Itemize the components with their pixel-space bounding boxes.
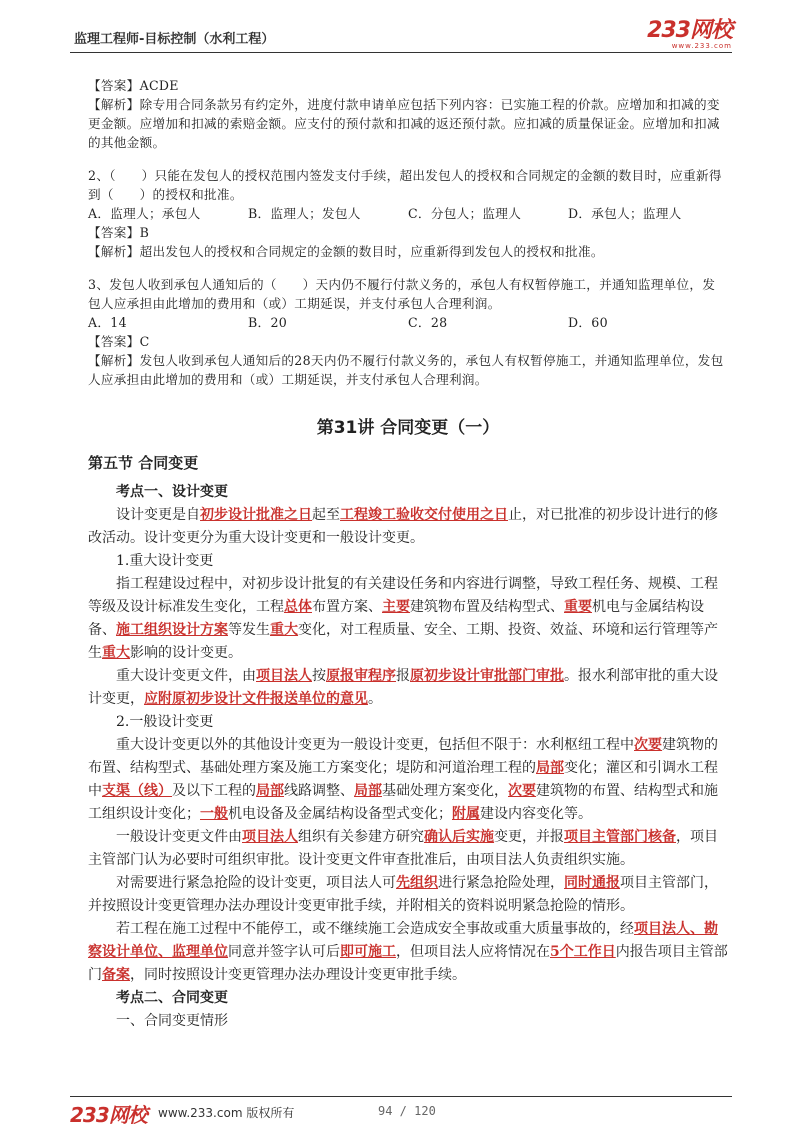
section-title: 第五节 合同变更 bbox=[88, 454, 199, 472]
highlighted-term: 局部 bbox=[354, 783, 382, 799]
logo-url: www.233.com bbox=[671, 42, 732, 50]
footer-copyright: www.233.com 版权所有 bbox=[158, 1106, 295, 1120]
paragraph-2 bbox=[88, 573, 728, 665]
text-segment: 重大设计变更文件，由 bbox=[116, 668, 256, 684]
q3-answer: 【答案】C bbox=[88, 334, 150, 349]
highlighted-term: 工程竣工验收交付使用之日 bbox=[340, 507, 508, 523]
text-segment: 及以下工程的 bbox=[172, 783, 256, 799]
paragraph-4 bbox=[88, 734, 728, 826]
paragraph-5 bbox=[88, 826, 728, 872]
highlighted-term: 先组织 bbox=[396, 875, 438, 891]
text-segment: 。报水利部审批的重大设计变更， bbox=[88, 668, 718, 707]
text-segment: ，同时按照设计变更管理办法办理设计变更审批手续。 bbox=[130, 967, 466, 983]
q3-option-c: C．28 bbox=[408, 315, 448, 330]
brand-logo[interactable] bbox=[647, 20, 732, 50]
highlighted-term: 次要 bbox=[634, 737, 662, 753]
highlighted-term: 次要 bbox=[508, 783, 536, 799]
highlighted-term: 重大 bbox=[102, 645, 130, 661]
highlighted-term: 项目法人 bbox=[256, 668, 312, 684]
q2-analysis: 【解析】超出发包人的授权和合同规定的金额的数目时，应重新得到发包人的授权和批准。 bbox=[88, 244, 604, 259]
text-segment: 指工程建设过程中，对初步设计批复的有关建设任务和内容进行调整，导致工程任务、规模、工程等级及设计标准发生变化，工程 bbox=[88, 576, 718, 615]
q2-option-c: C．分包人；监理人 bbox=[408, 206, 522, 221]
q1-analysis: 【解析】除专用合同条款另有约定外，进度付款申请单应包括下列内容：已实施工程的价款。应增加和扣减的变更金额。应增加和扣减的索赔金额。应支付的预付款和扣减的返还预付款。应扣减的质量保证金。应增加和扣减的其他金额。 bbox=[88, 97, 720, 150]
page-header bbox=[70, 18, 732, 53]
q3-options bbox=[88, 313, 728, 332]
text-segment: 建设内容变化等。 bbox=[480, 806, 592, 822]
text-segment: 机电设备及金属结构设备型式变化； bbox=[228, 806, 452, 822]
kp2-title: 考点二、合同变更 bbox=[116, 990, 228, 1006]
q2-option-d: D．承包人；监理人 bbox=[568, 206, 682, 221]
lecture-title: 第31讲 合同变更（一） bbox=[316, 418, 500, 438]
highlighted-term: 项目法人 bbox=[242, 829, 298, 845]
text-segment: ，但项目法人应将情况在 bbox=[396, 944, 550, 960]
text-segment: 若工程在施工过程中不能停工，或不继续施工会造成安全事故或重大质量事故的，经 bbox=[116, 921, 634, 937]
q3-option-b: B．20 bbox=[248, 315, 288, 330]
highlighted-term: 应附原初步设计文件报送单位的意见 bbox=[144, 691, 368, 707]
text-segment: 起至 bbox=[312, 507, 340, 523]
q1-answer: 【答案】ACDE bbox=[88, 78, 179, 93]
q2-option-b: B．监理人；发包人 bbox=[248, 206, 361, 221]
highlighted-term: 总体 bbox=[284, 599, 312, 615]
highlighted-term: 即可施工 bbox=[340, 944, 396, 960]
text-segment: ，项目主管部门认为必要时可组织审批。设计变更文件审查批准后，由项目法人负责组织实施。 bbox=[88, 829, 718, 868]
highlighted-term: 局部 bbox=[256, 783, 284, 799]
exercise-block bbox=[88, 76, 728, 389]
text-segment: 项目主管部门，并按照设计变更管理办法办理设计变更审批手续，并附相关的资料说明紧急抢险的情形。 bbox=[88, 875, 718, 914]
text-segment: 进行紧急抢险处理， bbox=[438, 875, 564, 891]
highlighted-term: 5个工作日 bbox=[550, 944, 616, 960]
text-segment: 机电与金属结构设备、 bbox=[88, 599, 704, 638]
paragraph-6 bbox=[88, 872, 728, 918]
q3-analysis: 【解析】发包人收到承包人通知后的28天内仍不履行付款义务的，承包人有权暂停施工，并通知监理单位，发包人应承担由此增加的费用和（或）工期延误，并支付承包人合理利润。 bbox=[88, 353, 724, 387]
text-segment: 按 bbox=[312, 668, 326, 684]
logo-text: 233网校 bbox=[647, 18, 732, 43]
text-segment: 重大设计变更以外的其他设计变更为一般设计变更，包括但不限于：水利枢纽工程中 bbox=[116, 737, 634, 753]
text-segment: 变化；灌区和引调水工程中 bbox=[88, 760, 718, 799]
text-segment: 对需要进行紧急抢险的设计变更，项目法人可 bbox=[116, 875, 396, 891]
text-segment: 基础处理方案变化， bbox=[382, 783, 508, 799]
highlighted-term: 初步设计批准之日 bbox=[200, 507, 312, 523]
highlighted-term: 重要 bbox=[564, 599, 592, 615]
text-segment: 布置方案、 bbox=[312, 599, 382, 615]
kp1-title: 考点一、设计变更 bbox=[116, 484, 228, 500]
text-segment: 影响的设计变更。 bbox=[130, 645, 242, 661]
text-segment: 同意并签字认可后 bbox=[228, 944, 340, 960]
highlighted-term: 确认后实施 bbox=[424, 829, 494, 845]
highlighted-term: 支渠（线） bbox=[102, 783, 172, 799]
text-segment: 止，对已批准的初步设计进行的修改活动。设计变更分为重大设计变更和一般设计变更。 bbox=[88, 507, 718, 546]
footer-logo[interactable]: 233网校 bbox=[70, 1103, 147, 1127]
document-body bbox=[88, 76, 728, 1033]
q2-options bbox=[88, 204, 728, 223]
text-segment: 建筑物的布置、结构型式、基础处理方案及施工方案变化；堤防和河道治理工程的 bbox=[88, 737, 718, 776]
q3-option-a: A．14 bbox=[88, 315, 127, 330]
text-segment: 变更，并报 bbox=[494, 829, 564, 845]
text-segment: 。 bbox=[368, 691, 382, 707]
q2-text: 2、（ ）只能在发包人的授权范围内签发支付手续，超出发包人的授权和合同规定的金额的数目时，应重新得到（ ）的授权和批准。 bbox=[88, 168, 722, 202]
q3-option-d: D．60 bbox=[568, 315, 608, 330]
sub-heading-2: 2.一般设计变更 bbox=[116, 714, 214, 730]
highlighted-term: 一般 bbox=[200, 806, 228, 822]
header-title: 监理工程师-目标控制（水利工程） bbox=[74, 32, 275, 47]
highlighted-term: 主要 bbox=[382, 599, 410, 615]
highlighted-term: 同时通报 bbox=[564, 875, 620, 891]
highlighted-term: 项目主管部门核备 bbox=[564, 829, 676, 845]
q2-option-a: A．监理人；承包人 bbox=[88, 206, 201, 221]
highlighted-term: 施工组织设计方案 bbox=[116, 622, 228, 638]
highlighted-term: 局部 bbox=[536, 760, 564, 776]
highlighted-term: 附属 bbox=[452, 806, 480, 822]
paragraph-7 bbox=[88, 918, 728, 987]
page-number: 94 / 120 bbox=[378, 1104, 436, 1118]
highlighted-term: 重大 bbox=[270, 622, 298, 638]
text-segment: 建筑物的布置、结构型式和施工组织设计变化； bbox=[88, 783, 718, 822]
highlighted-term: 备案 bbox=[102, 967, 130, 983]
kp2-sub-heading: 一、合同变更情形 bbox=[116, 1013, 228, 1029]
text-segment: 变化，对工程质量、安全、工期、投资、效益、环境和运行管理等产生 bbox=[88, 622, 718, 661]
text-segment: 组织有关参建方研究 bbox=[298, 829, 424, 845]
highlighted-term: 原初步设计审批部门审批 bbox=[410, 668, 564, 684]
text-segment: 建筑物布置及结构型式、 bbox=[410, 599, 564, 615]
highlighted-term: 原报审程序 bbox=[326, 668, 396, 684]
highlighted-term: 项目法人、勘察设计单位、监理单位 bbox=[88, 921, 718, 960]
text-segment: 设计变更是自 bbox=[116, 507, 200, 523]
text-segment: 一般设计变更文件由 bbox=[116, 829, 242, 845]
q2-answer: 【答案】B bbox=[88, 225, 150, 240]
paragraph-3 bbox=[88, 665, 728, 711]
section-content bbox=[88, 481, 728, 1033]
sub-heading-1: 1.重大设计变更 bbox=[116, 553, 214, 569]
paragraph-1 bbox=[88, 504, 728, 550]
text-segment: 报 bbox=[396, 668, 410, 684]
text-segment: 线路调整、 bbox=[284, 783, 354, 799]
page-footer bbox=[70, 1096, 732, 1125]
text-segment: 内报告项目主管部门 bbox=[88, 944, 728, 983]
text-segment: 等发生 bbox=[228, 622, 270, 638]
q3-text: 3、发包人收到承包人通知后的（ ）天内仍不履行付款义务的，承包人有权暂停施工，并通知监理单位，发包人应承担由此增加的费用和（或）工期延误，并支付承包人合理利润。 bbox=[88, 277, 716, 311]
